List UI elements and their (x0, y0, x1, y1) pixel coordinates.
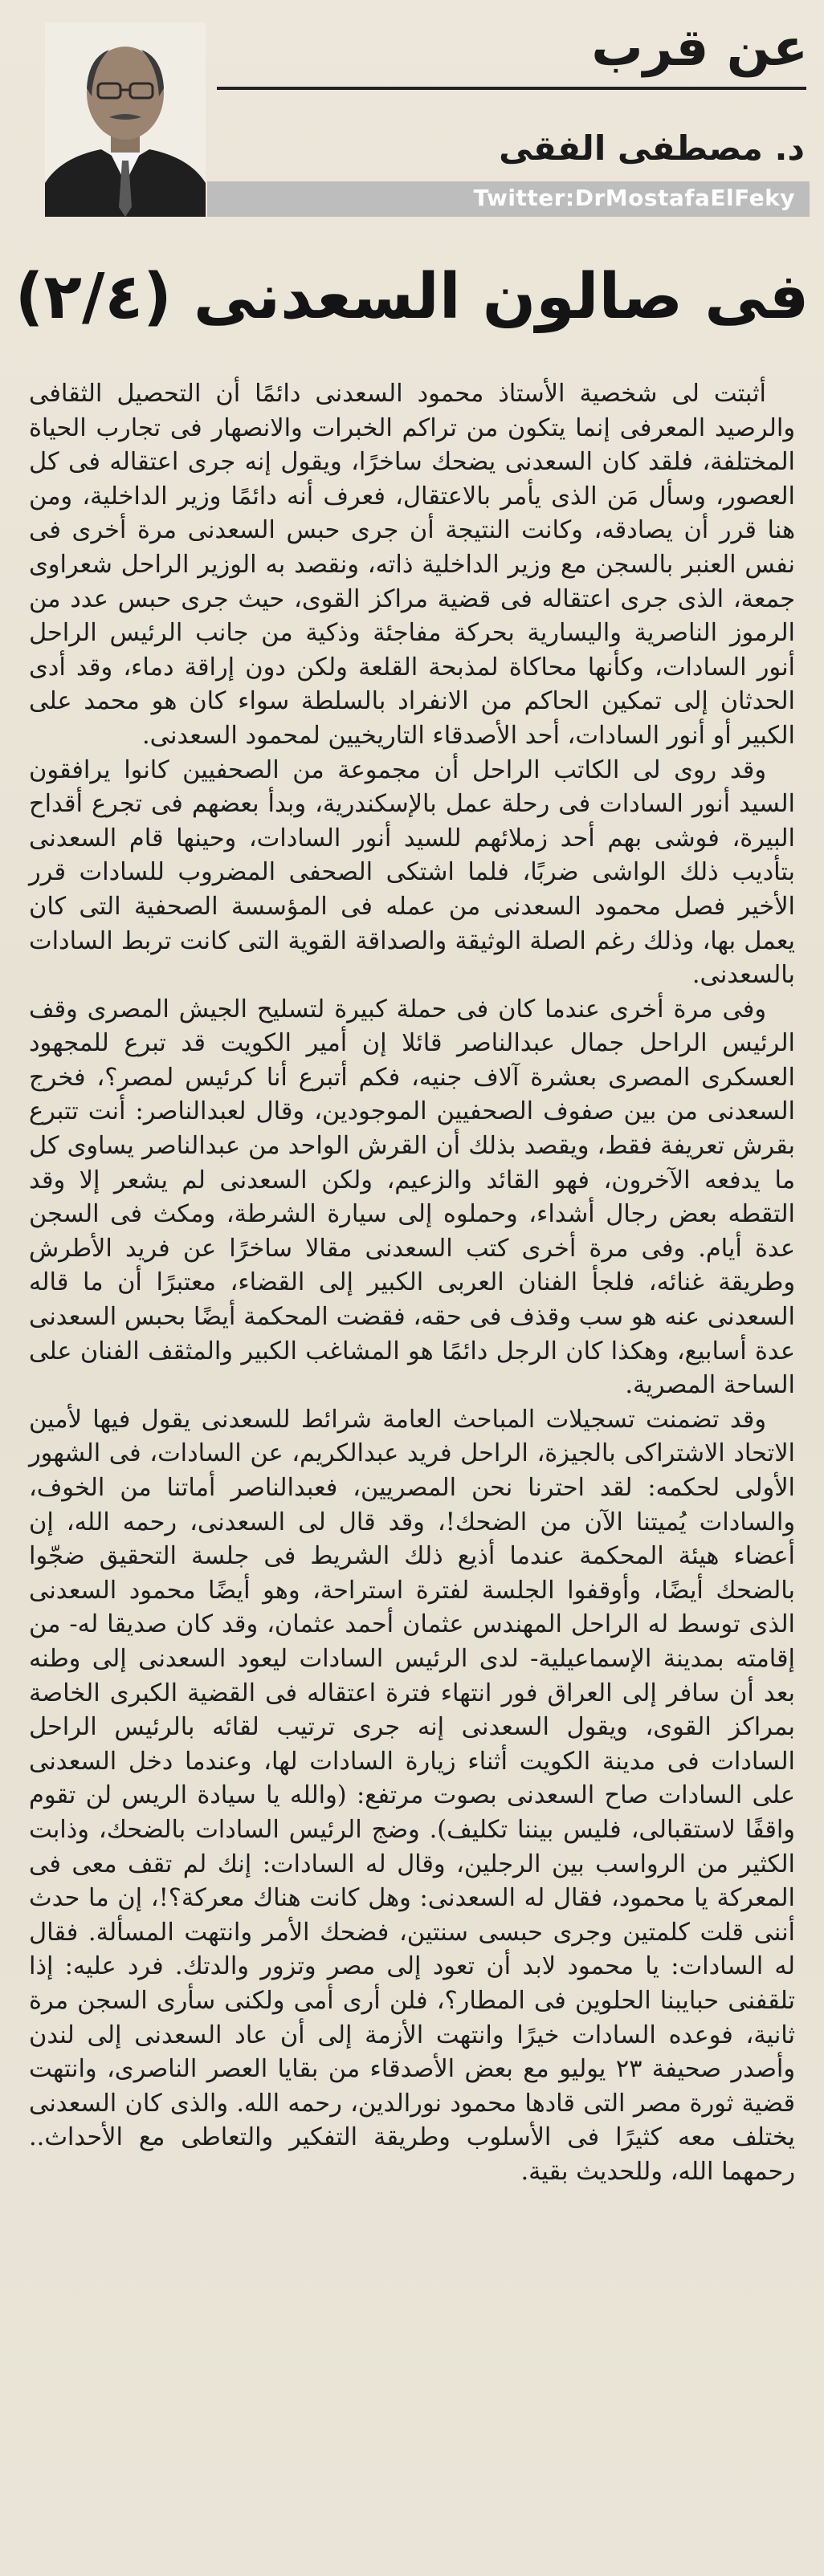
header-rule (217, 87, 806, 90)
headline-area (16, 241, 808, 353)
article-paragraph: وقد تضمنت تسجيلات المباحث العامة شرائط للسعدنى يقول فيها لأمين الاتحاد الاشتراكى بالجيزة، الراحل فريد عبدالكريم، عن السادات، فى الشهور الأولى لحكمه: لقد احترنا نحن المصريين، فعبدالناصر أماتنا من الخوف، والسادات يُميتنا الآن من الضحك!، وقد قال لى السعدنى، رحمه الله، إن أعضاء هيئة المحكمة عندما أذيع ذلك الشريط فى جلسة التحقيق ضجّوا بالضحك أيضًا، وأوقفوا الجلسة لفترة استراحة، وهو أيضًا محمود السعدنى الذى توسط له الراحل المهندس عثمان أحمد عثمان، وقد كان صديقا له- من إقامته بمدينة الإسماعيلية- لدى الرئيس السادات ليعود السعدنى إلى وطنه بعد أن سافر إلى العراق فور انتهاء فترة اعتقاله فى القضية الكبرى الخاصة بمراكز القوى، ويقول السعدنى إنه جرى ترتيب لقائه بالرئيس الراحل السادات فى مدينة الكويت أثناء زيارة السادات لها، وعندما دخل السعدنى على السادات صاح السعدنى بصوت مرتفع: (والله يا سيادة الريس لن تقوم واقفًا لاستقبالى، فليس بيننا تكليف). وضج الرئيس السادات بالضحك، وذابت الكثير من الرواسب بين الرجلين، وقال له السادات: إنك لم تقف معى فى المعركة يا محمود، فقال له السعدنى: وهل كانت هناك معركة؟!، إن ما حدث أننى قلت كلمتين وجرى حبسى سنتين، فضحك الأمر وانتهت المسألة. فقال له السادات: يا محمود لابد أن تعود إلى مصر وتزور والدتك. فرد عليه: إذا تلقفنى حبايبنا الحلوين فى المطار؟، فلن أرى أمى ولكنى سأرى السجن مرة ثانية، فوعده السادات خيرًا وانتهت الأزمة إلى أن عاد السعدنى إلى لندن وأصدر صحيفة ٢٣ يوليو مع بعض الأصدقاء من بقايا العصر الناصرى، وانتهت قضية ثورة مصر التى قادها محمود نورالدين، رحمه الله. والذى كان السعدنى يختلف معه كثيرًا فى الأسلوب وطريقة التفكير والتعاطى مع الأحداث.. رحمهما الله، وللحديث بقية. (29, 1405, 795, 2186)
article-paragraph: وفى مرة أخرى عندما كان فى حملة كبيرة لتسليح الجيش المصرى وقف الرئيس الراحل جمال عبدالناصر قائلا إن أمير الكويت قد تبرع للمجهود العسكرى المصرى بعشرة آلاف جنيه، فكم أتبرع أنا كرئيس لمصر؟، فخرج السعدنى من بين صفوف الصحفيين الموجودين، وقال لعبدالناصر: أنت تتبرع بقرش تعريفة فقط، ويقصد بذلك أن القرش الواحد من عبدالناصر يساوى كل ما يدفعه الآخرون، فهو القائد والزعيم، ولكن السعدنى لم يشعر إلا وقد التقطه بعض رجال أشداء، وحملوه إلى سيارة الشرطة، ومكث فى السجن عدة أيام. وفى مرة أخرى كتب السعدنى مقالا ساخرًا عن فريد الأطرش وطريقة غنائه، فلجأ الفنان العربى الكبير إلى القضاء، معتبرًا أن ما قاله السعدنى عنه هو سب وقذف فى حقه، فقضت المحكمة أيضًا بحبس السعدنى عدة أسابيع، وهكذا كان الرجل دائمًا هو المشاغب الكبير والمثقف الفنان على الساحة المصرية. (29, 995, 795, 1400)
author-portrait (45, 22, 206, 217)
article-headline: فى صالون السعدنى (٢/٤) (14, 261, 810, 333)
twitter-handle: Twitter:DrMostafaElFeky (473, 185, 795, 211)
twitter-bar (207, 181, 810, 217)
author-name: د. مصطفى الفقى (499, 128, 805, 168)
article-paragraph: أثبتت لى شخصية الأستاذ محمود السعدنى دائمًا أن التحصيل الثقافى والرصيد المعرفى إنما يتكون من تراكم الخبرات والانصهار فى تجارب الحياة المختلفة، فلقد كان السعدنى يضحك ساخرًا، ويقول إنه جرى اعتقاله فى كل العصور، وسأل مَن الذى يأمر بالاعتقال، فعرف أنه دائمًا وزير الداخلية، ومن هنا قرر أن يصادقه، وكانت النتيجة أن جرى حبس السعدنى مرة أخرى فى نفس العنبر بالسجن مع وزير الداخلية ذاته، ونقصد به الوزير الراحل شعراوى جمعة، الذى جرى اعتقاله فى قضية مراكز القوى، حيث جرى حبس عدد من الرموز الناصرية واليسارية بحركة مفاجئة وذكية من جانب الرئيس الراحل أنور السادات، وكأنها محاكاة لمذبحة القلعة ولكن دون إراقة دماء، وقد أدى الحدثان إلى تمكين الحاكم من الانفراد بالسلطة سواء كان هو محمد على الكبير أو أنور السادات، أحد الأصدقاء التاريخيين لمحمود السعدنى. (29, 380, 795, 750)
article-paragraph: وقد روى لى الكاتب الراحل أن مجموعة من الصحفيين كانوا يرافقون السيد أنور السادات فى رحلة عمل بالإسكندرية، وبدأ بعضهم فى تجرع أقداح البيرة، فوشى بهم أحد زملائهم للسيد أنور السادات، وحينها قام السعدنى بتأديب ذلك الواشى ضربًا، فلما اشتكى الصحفى المضروب للسادات قرر الأخير فصل محمود السعدنى من عمله فى المؤسسة الصحفية التى كان يعمل بها، وذلك رغم الصلة الوثيقة والصداقة القوية التى كانت تربط السادات بالسعدنى. (29, 755, 795, 990)
author-photo (45, 22, 206, 217)
column-name: عن قرب (591, 18, 808, 78)
column-header (0, 0, 824, 217)
article-body (29, 377, 795, 2544)
